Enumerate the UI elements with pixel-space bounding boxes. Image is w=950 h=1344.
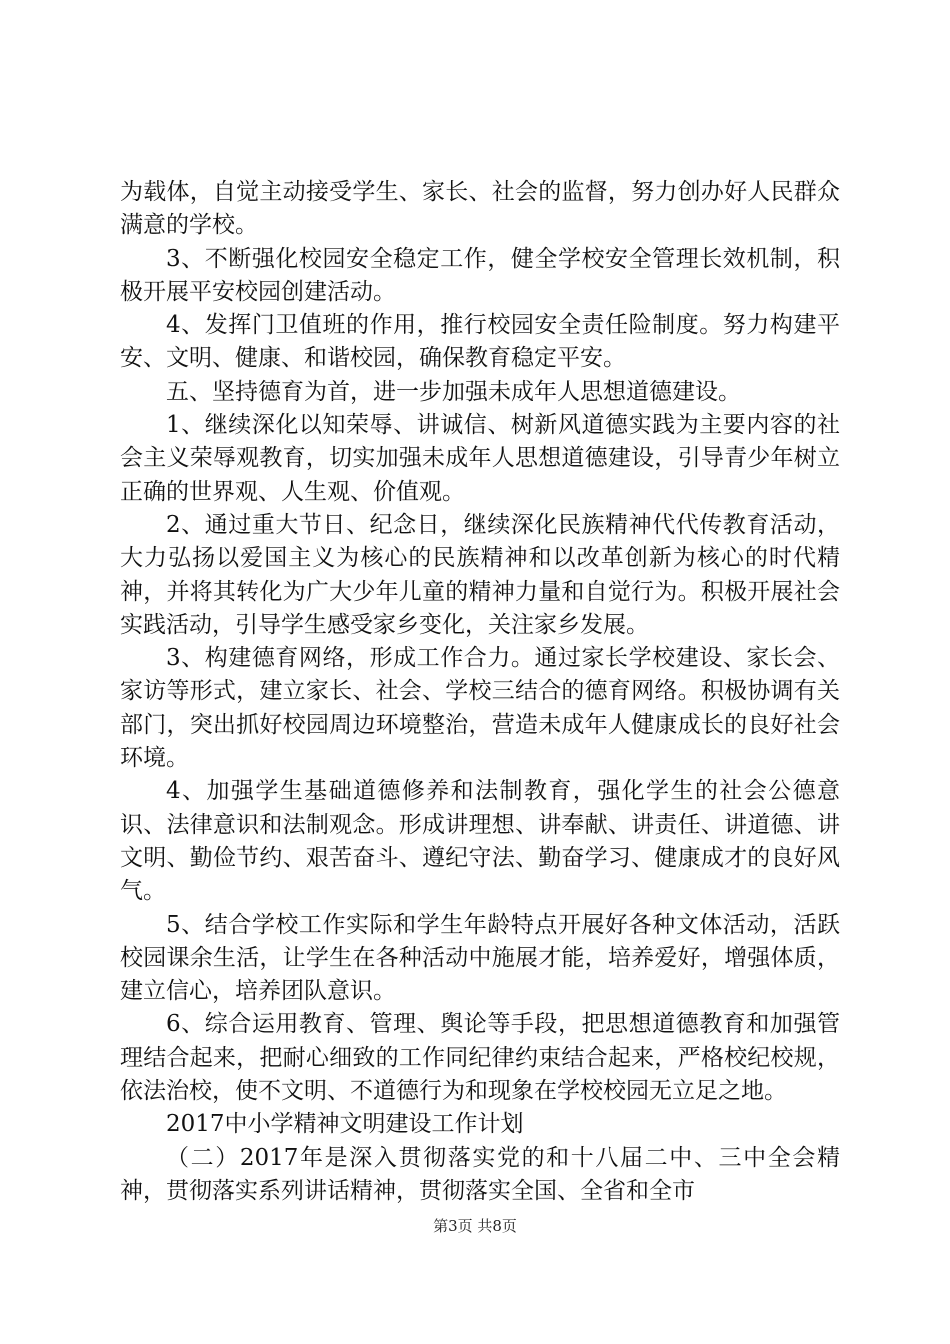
- paragraph-1: 为载体，自觉主动接受学生、家长、社会的监督，努力创办好人民群众满意的学校。: [120, 179, 840, 239]
- section-heading: 五、坚持德育为首，进一步加强未成年人思想道德建设。: [166, 378, 741, 405]
- paragraph-10: 6、综合运用教育、管理、舆论等手段，把思想道德教育和加强管理结合起来，把耐心细致的工作同纪律约束结合起来，严格校纪校规，依法治校，使不文明、不道德行为和现象在学校校园无立足之地。: [120, 1011, 840, 1105]
- paragraph-8: 4、加强学生基础道德修养和法制教育，强化学生的社会公德意识、法律意识和法制观念。形成讲理想、讲奉献、讲责任、讲道德、讲文明、勤俭节约、艰苦奋斗、遵纪守法、勤奋学习、健康成才的良好风气。: [120, 778, 840, 905]
- paragraph-5: 1、继续深化以知荣辱、讲诚信、树新风道德实践为主要内容的社会主义荣辱观教育，切实加强未成年人思想道德建设，引导青少年树立正确的世界观、人生观、价值观。: [120, 412, 840, 505]
- paragraph-12: （二）2017年是深入贯彻落实党的和十八届二中、三中全会精神，贯彻落实系列讲话精神，贯彻落实全国、全省和全市: [120, 1144, 840, 1204]
- document-body: [120, 176, 840, 1208]
- paragraph-3: 4、发挥门卫值班的作用，推行校园安全责任险制度。努力构建平安、文明、健康、和谐校园，确保教育稳定平安。: [120, 312, 840, 372]
- page-number: 第3页 共8页: [433, 1217, 517, 1235]
- paragraph-7: 3、构建德育网络，形成工作合力。通过家长学校建设、家长会、家访等形式，建立家长、社会、学校三结合的德育网络。积极协调有关部门，突出抓好校园周边环境整治，营造未成年人健康成长的良好社会环境。: [120, 645, 840, 772]
- paragraph-6: 2、通过重大节日、纪念日，继续深化民族精神代代传教育活动，大力弘扬以爱国主义为核心的民族精神和以改革创新为核心的时代精神，并将其转化为广大少年儿童的精神力量和自觉行为。积极开展社会实践活动，引导学生感受家乡变化，关注家乡发展。: [120, 511, 840, 638]
- paragraph-2: 3、不断强化校园安全稳定工作，健全学校安全管理长效机制，积极开展平安校园创建活动。: [120, 245, 840, 305]
- paragraph-9: 5、结合学校工作实际和学生年龄特点开展好各种文体活动，活跃校园课余生活，让学生在各种活动中施展才能，培养爱好，增强体质，建立信心，培养团队意识。: [120, 911, 840, 1005]
- plan-title: 2017中小学精神文明建设工作计划: [166, 1111, 524, 1138]
